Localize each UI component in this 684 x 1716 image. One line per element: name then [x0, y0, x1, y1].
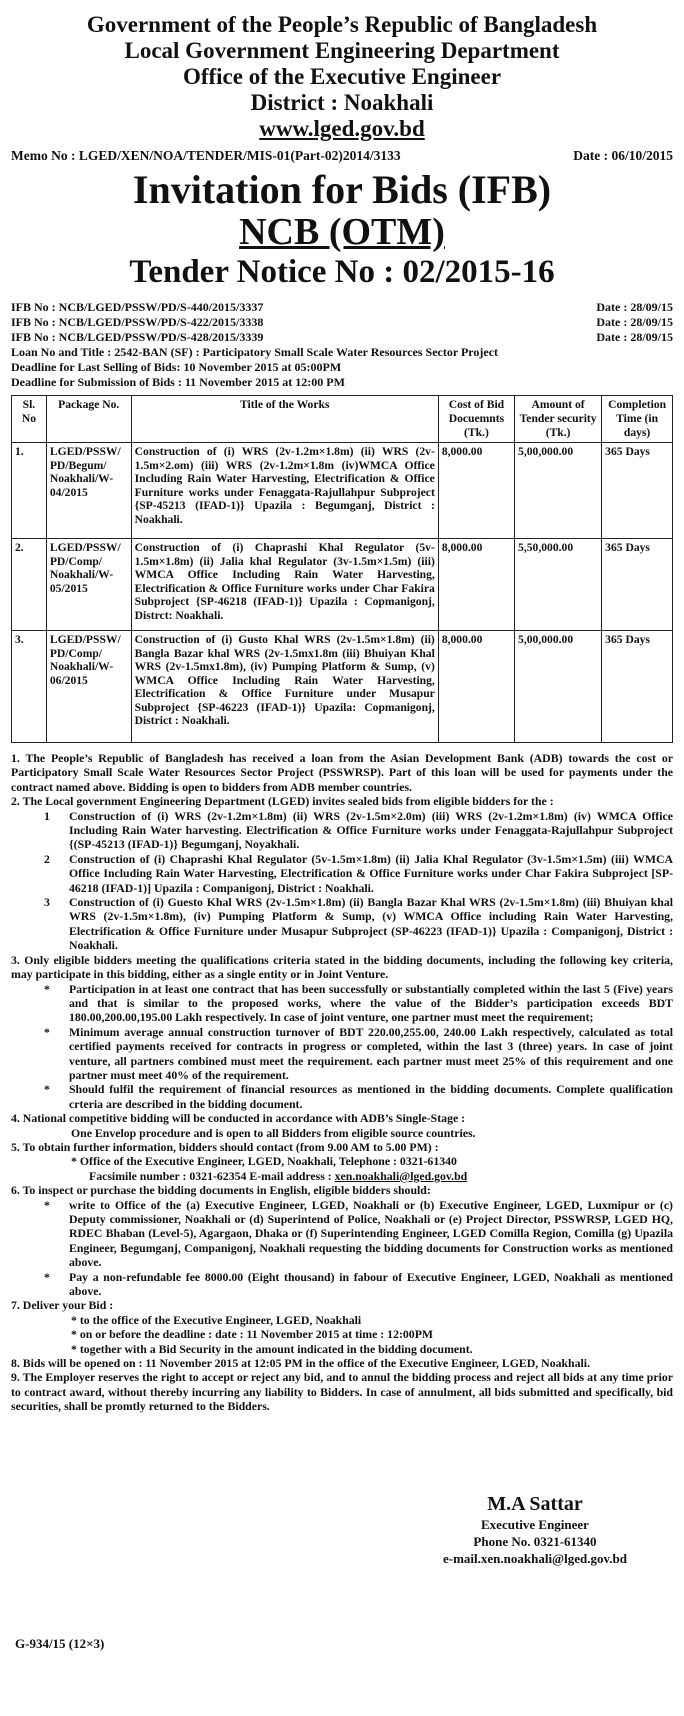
cell-title: Construction of (i) Gusto Khal WRS (2v-1.5m×1.8m) (ii) Bangla Bazar khal WRS (2v-1.5mx1.8m (iii) Bhuiyan Khal WRS (2v-1.5mx1.8m), (iv) Pumping Platform & Sump, (v) WMCA Office Including Rain Water Harvesting, Electrification & Office Furniture under Musapur Subproject {SP-46223 (IFAD-1)} Upazila: Copmanigonj, District : Noakhali. — [131, 631, 438, 743]
col-package: Package No. — [46, 396, 131, 443]
cell-cost: 8,000.00 — [438, 539, 514, 631]
note-9: 9. The Employer reserves the right to accept or reject any bid, and to annul the bidding process and reject all bids at any time prior to contract award, without thereby incurring any liability to Bidders. In case of annulment, all bids submitted and specifically, bid securities, shall be promtly returned to the Bidders. — [11, 1370, 673, 1414]
cell-time: 365 Days — [602, 539, 673, 631]
col-security: Amount of Tender security (Tk.) — [515, 396, 602, 443]
col-sl: Sl. No — [12, 396, 47, 443]
cell-sl: 2. — [12, 539, 47, 631]
table-row — [12, 631, 673, 743]
page-title: Invitation for Bids (IFB) — [132, 167, 552, 212]
note-8: 8. Bids will be opened on : 11 November 2015 at 12:05 PM in the office of the Executive Engineer, LGED, Noakhali. — [11, 1356, 591, 1371]
ifb-date: Date : 28/09/15 — [596, 300, 673, 314]
signature-block — [443, 1492, 627, 1567]
cell-cost: 8,000.00 — [438, 443, 514, 539]
signatory-designation: Executive Engineer — [481, 1517, 589, 1532]
deadline-submission: Deadline for Submission of Bids : 11 November 2015 at 12:00 PM — [11, 375, 345, 389]
note-7-item: * on or before the deadline : date : 11 November 2015 at time : 12:00PM — [71, 1327, 434, 1342]
ifb-line — [11, 300, 673, 315]
note-7-item: * to the office of the Executive Engineer, LGED, Noakhali — [71, 1312, 362, 1327]
note-6: 6. To inspect or purchase the bidding documents in English, eligible bidders should: — [11, 1183, 431, 1198]
header-department: Local Government Engineering Department — [124, 38, 560, 63]
note-2: 2. The Local government Engineering Department (LGED) invites sealed bids from eligible bidders for the : — [11, 794, 554, 809]
note-3-item — [25, 982, 673, 1025]
works-table — [11, 395, 673, 743]
item-text: Construction of (i) Chaprashi Khal Regulator (5v-1.5m×1.8m) (ii) Jalia Khal Regulator (3v-1.5m×1.5m) (iii) WMCA Office Including Rain Water Harvesting, Electrification & Office Furniture works under Char Fakira Subproject [SP-46218 (IFAD-1)] Upazila : Companigonj, District : Noakhali. — [69, 851, 673, 895]
cell-security: 5,00,000.00 — [515, 631, 602, 743]
memo-line — [11, 148, 673, 164]
cell-title: Construction of (i) WRS (2v-1.2m×1.8m) (ii) WRS (2v-1.5m×2.om) (iii) WRS (2v-1.2m×1.8m (iv)WMCA Office Including Rain Water Harvesting, Electrification & Office Furniture works under Fenaggata-Rajullahpur Subproject {SP-45213 (IFAD-1)} Upazila : Begumganj, District : Noakhali. — [131, 443, 438, 539]
item-text: Participation in at least one contract that has been successfully or substantially completed within the last 5 (Five) years and that is similar to the proposed works, where the value of the Bidder’s participation exceeds BDT 180.00,200.00,195.00 Lakh respectively. In case of joint venture, one partner must meet the requirement; — [69, 981, 673, 1025]
cell-time: 365 Days — [602, 631, 673, 743]
cell-package: LGED/PSSW/ PD/Begum/ Noakhali/W- 04/2015 — [46, 443, 131, 539]
govt-reference: G-934/15 (12×3) — [15, 1636, 105, 1651]
note-1: 1. The People’s Republic of Bangladesh has received a loan from the Asian Development Bank (ADB) towards the cost or Participatory Small Scale Water Resources Sector Project (PSSWRSP). Part of this loan will be used for payments under the contract named above. Bidding is open to bidders from ADB member countries. — [11, 751, 673, 794]
signatory-email: e-mail.xen.noakhali@lged.gov.bd — [442, 1551, 627, 1566]
note-7-item: * together with a Bid Security in the amount indicated in the bidding document. — [71, 1341, 473, 1356]
item-marker: * — [44, 1269, 50, 1284]
item-text: Construction of (i) WRS (2v-1.2m×1.8m) (ii) WRS (2v-1.5m×2.0m) (iii) WRS (2v-1.2m×1.8m) (iv) WMCA Office Including Rain Water harvesting. Electrification & Office Furniture works under Fenaggata-Rajullahpur Subproject {(SP-45213 (IFAD-1)} Begumganj, Noyakhali. — [69, 808, 673, 852]
ifb-number: IFB No : NCB/LGED/PSSW/PD/S-428/2015/3339 — [11, 330, 264, 344]
item-text: Should fulfil the requirement of financial resources as mentioned in the bidding documents. Complete qualification crteria are described in the bidding document. — [69, 1082, 673, 1111]
col-time: Completion Time (in days) — [602, 396, 673, 443]
header-government: Government of the People’s Republic of Bangladesh — [86, 12, 598, 37]
note-6-item — [25, 1270, 673, 1299]
cell-security: 5,00,000.00 — [515, 443, 602, 539]
note-2-item — [25, 809, 673, 852]
ifb-date: Date : 28/09/15 — [596, 315, 673, 329]
tender-notice-number: Tender Notice No : 02/2015-16 — [129, 254, 555, 290]
fax-text: Facsimile number : 0321-62354 E-mail address : — [89, 1168, 335, 1183]
note-4: 4. National competitive bidding will be conducted in accordance with ADB’s Single-Stage : — [11, 1111, 466, 1126]
cell-title: Construction of (i) Chaprashi Khal Regulator (5v-1.5m×1.8m) (ii) Jalia khal Regulator (3v-1.5m×1.5m) (iii) WMCA Office Including Rain Water Harvesting, Electrification & Office Furniture works under Char Fakira Subproject {SP-46218 (IFAD-1)} Upazila : Copmanigonj, Distrct: Noakhali. — [131, 539, 438, 631]
note-3-item — [25, 1082, 673, 1111]
col-title: Title of the Works — [131, 396, 438, 443]
cell-package: LGED/PSSW/ PD/Comp/ Noakhali/W- 06/2015 — [46, 631, 131, 743]
signatory-phone: Phone No. 0321-61340 — [473, 1534, 597, 1549]
header-district: District : Noakhali — [250, 90, 434, 115]
ifb-number: IFB No : NCB/LGED/PSSW/PD/S-422/2015/3338 — [11, 315, 264, 329]
cell-sl: 1. — [12, 443, 47, 539]
header-office: Office of the Executive Engineer — [182, 64, 502, 89]
header — [11, 12, 673, 142]
note-2-item — [25, 852, 673, 895]
cell-sl: 3. — [12, 631, 47, 743]
note-4-sub: One Envelop procedure and is open to all Bidders from eligible source countries. — [71, 1125, 476, 1140]
header-website-link[interactable]: www.lged.gov.bd — [259, 116, 425, 141]
note-5-fax — [89, 1169, 673, 1183]
item-marker: * — [44, 1082, 50, 1097]
tender-notice — [11, 12, 673, 1692]
note-3-item — [25, 1025, 673, 1083]
loan-title: Loan No and Title : 2542-BAN (SF) : Participatory Small Scale Water Resources Sector Project — [11, 345, 499, 359]
memo-number: Memo No : LGED/XEN/NOA/TENDER/MIS-01(Part-02)2014/3133 — [11, 148, 401, 163]
notes — [11, 751, 673, 1414]
note-2-item — [25, 895, 673, 953]
note-7: 7. Deliver your Bid : — [11, 1298, 114, 1313]
signatory-name: M.A Sattar — [487, 1493, 583, 1515]
col-cost: Cost of Bid Docuemnts (Tk.) — [438, 396, 514, 443]
cell-package: LGED/PSSW/ PD/Comp/ Noakhali/W- 05/2015 — [46, 539, 131, 631]
note-5: 5. To obtain further information, bidders should contact (from 9.00 AM to 5.00 PM) : — [11, 1139, 439, 1154]
memo-date: Date : 06/10/2015 — [573, 148, 673, 163]
page-subtitle: NCB (OTM) — [239, 211, 445, 253]
item-text: Minimum average annual construction turnover of BDT 220.00,255.00, 240.00 Lakh respectively, calculated as total certified payments received for contracts in progress or completed, within the last 3 (three) years. In case of joint venture, all partners combined must meet the requirement. each partner must meet 25% of this requirement and one partner must meet 40% of the requirement. — [69, 1024, 673, 1082]
item-marker: * — [44, 1024, 50, 1039]
ifb-date: Date : 28/09/15 — [596, 330, 673, 344]
note-6-item — [25, 1198, 673, 1270]
item-text: Construction of (i) Guesto Khal WRS (2v-1.5m×1.8m) (ii) Bangla Bazar Khal WRS (2v-1.5m×1.8m) (iii) Bhuiyan khal WRS (2v-1.5m×1.8m), (iv) Pumping Platform & Sump, (v) WMCA Office including Rain Water Harvesting, Electrification & Office Furniture under Musapur Subproject (SP-46223 (IFAD-1)} Upazila : Companigonj, District : Noakhali. — [69, 895, 673, 953]
cell-time: 365 Days — [602, 443, 673, 539]
ifb-number: IFB No : NCB/LGED/PSSW/PD/S-440/2015/3337 — [11, 300, 264, 314]
table-row — [12, 443, 673, 539]
item-marker: * — [44, 1197, 50, 1212]
note-3: 3. Only eligible bidders meeting the qualifications criteria stated in the bidding documents, including the following key criteria, may participate in this bidding, either as a single entity or in Joint Venture. — [11, 952, 673, 982]
ifb-line — [11, 330, 673, 345]
note-5-office: * Office of the Executive Engineer, LGED, Noakhali, Telephone : 0321-61340 — [71, 1154, 457, 1169]
item-marker: 1 — [44, 808, 50, 823]
item-text: Pay a non-refundable fee 8000.00 (Eight thousand) in fabour of Executive Engineer, LGED, Noakhali as mentioned above. — [69, 1269, 673, 1299]
ifb-line — [11, 315, 673, 330]
item-text: write to Office of the (a) Executive Engineer, LGED, Noakhali or (b) Executive Engineer, LGED, Luxmipur or (c) Deputy commissioner, Noakhali or (d) Superintend of Police, Noakhali or (e) Project Director, PSSWRSP, LGED HQ, RDEC Bhaban (Level-5), Agargaon, Dhaka or (f) Superintending Engineer, LGED Comilla Region, Comilla (g) Upazila Engineer, Begumganj, Companigonj, Noakhali requesting the bidding documents for Construction works as mentioned above. — [69, 1197, 673, 1270]
item-marker: 2 — [44, 851, 50, 866]
table-header-row — [12, 396, 673, 443]
table-row — [12, 539, 673, 631]
deadline-selling: Deadline for Last Selling of Bids: 10 November 2015 at 05:00PM — [11, 360, 342, 374]
ifb-list — [11, 300, 673, 345]
item-marker: * — [44, 981, 50, 996]
cell-security: 5,50,000.00 — [515, 539, 602, 631]
item-marker: 3 — [44, 895, 50, 910]
email-link[interactable]: xen.noakhali@lged.gov.bd — [334, 1168, 468, 1183]
cell-cost: 8,000.00 — [438, 631, 514, 743]
